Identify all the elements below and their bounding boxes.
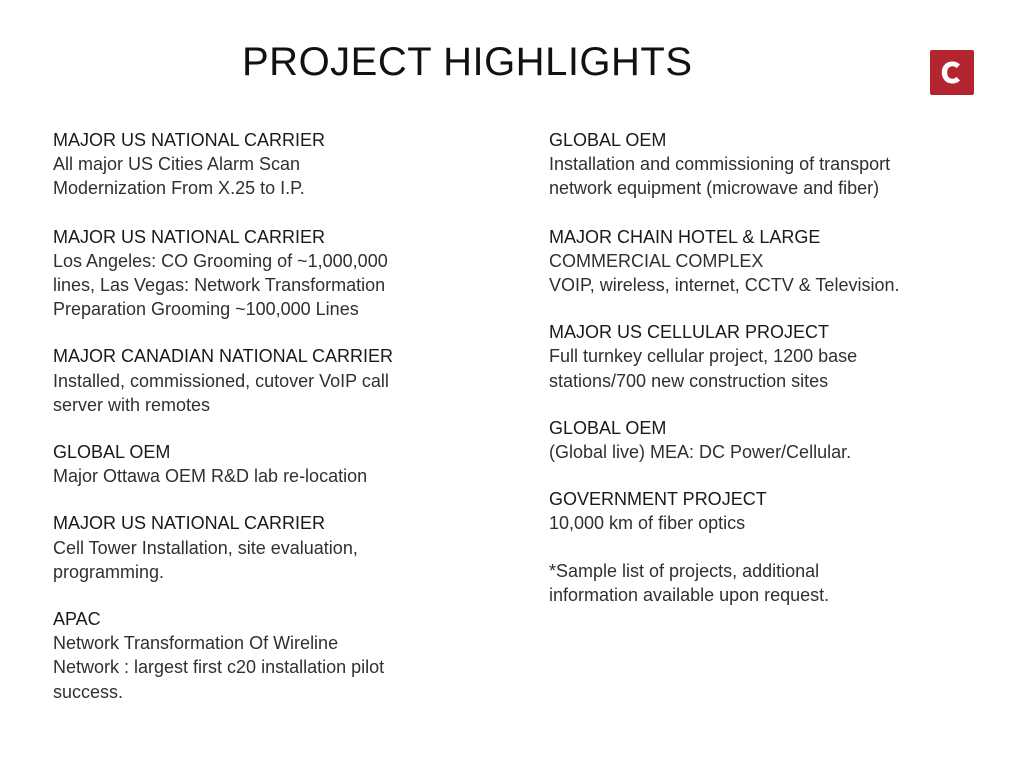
project-heading: MAJOR CHAIN HOTEL & LARGE [549,226,821,247]
project-heading: GLOBAL OEM [53,442,171,463]
company-logo [930,50,974,95]
project-detail: Installed, commissioned, cutover VoIP call [53,370,389,391]
project-detail: Installation and commissioning of transport [549,154,891,175]
project-heading: GOVERNMENT PROJECT [549,489,767,510]
project-detail: server with remotes [53,394,211,415]
project-detail: lines, Las Vegas: Network Transformation [53,275,386,296]
project-detail: stations/700 new construction sites [549,370,829,391]
project-item [53,128,473,201]
project-detail: programming. [53,561,165,582]
footnote [549,559,969,607]
project-detail: VOIP, wireless, internet, CCTV & Television. [549,275,900,296]
project-detail: Los Angeles: CO Grooming of ~1,000,000 [53,250,388,271]
project-item [549,416,969,464]
project-heading: MAJOR CANADIAN NATIONAL CARRIER [53,346,394,367]
footnote-text: *Sample list of projects, additional [549,560,820,581]
project-detail: Preparation Grooming ~100,000 Lines [53,299,359,320]
project-item [549,487,969,535]
project-heading: GLOBAL OEM [549,130,667,150]
project-detail: Network Transformation Of Wireline [53,633,339,654]
project-detail: Network : largest first c20 installation pilot [53,657,385,678]
project-detail: Major Ottawa OEM R&D lab re-location [53,466,368,487]
project-detail: All major US Cities Alarm Scan [53,154,301,175]
project-detail: (Global live) MEA: DC Power/Cellular. [549,442,852,463]
project-item [53,607,473,704]
project-item [549,128,969,201]
c-logo-icon [930,50,974,95]
project-detail: Modernization From X.25 to I.P. [53,178,305,199]
footnote-text: information available upon request. [549,584,830,605]
project-detail: success. [53,681,124,702]
project-detail: COMMERCIAL COMPLEX [549,250,764,271]
project-heading: MAJOR US CELLULAR PROJECT [549,322,830,343]
right-column [549,128,969,607]
project-item [549,225,969,298]
project-heading: MAJOR US NATIONAL CARRIER [53,130,326,150]
project-detail: network equipment (microwave and fiber) [549,178,880,199]
project-heading: APAC [53,609,101,630]
project-item [53,344,473,417]
left-column [53,128,473,704]
project-detail: 10,000 km of fiber optics [549,513,746,534]
project-item [53,225,473,322]
project-heading: MAJOR US NATIONAL CARRIER [53,226,326,247]
project-item [53,440,473,488]
project-detail: Full turnkey cellular project, 1200 base [549,346,858,367]
project-heading: MAJOR US NATIONAL CARRIER [53,513,326,534]
project-item [53,511,473,584]
project-item [549,320,969,393]
project-detail: Cell Tower Installation, site evaluation, [53,537,358,558]
page-title: PROJECT HIGHLIGHTS [242,40,693,84]
project-heading: GLOBAL OEM [549,417,667,438]
